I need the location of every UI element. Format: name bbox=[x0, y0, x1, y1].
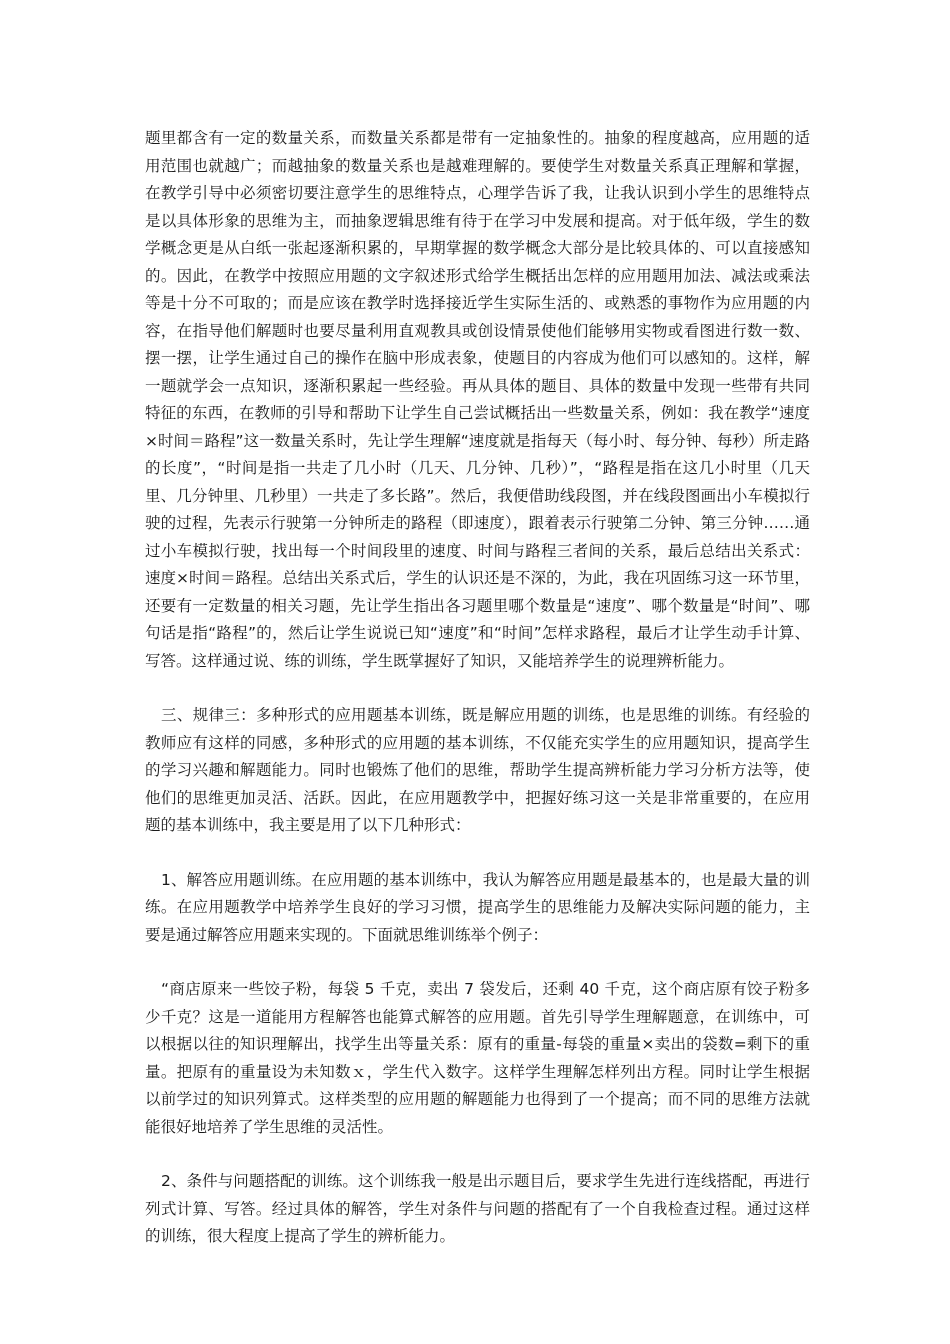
paragraph-item-one: 1、解答应用题训练。在应用题的基本训练中，我认为解答应用题是最基本的，也是最大量的训练。在应用题教学中培养学生良好的学习习惯，提高学生的思维能力及解决实际问题的能力，主要是通过解答应用题来实现的。下面就思维训练举个例子： bbox=[145, 870, 810, 944]
paragraph-rule-three: 三、规律三：多种形式的应用题基本训练，既是解应用题的训练，也是思维的训练。有经验的教师应有这样的同感，多种形式的应用题的基本训练，不仅能充实学生的应用题知识，提高学生的学习兴趣和解题能力。同时也锻炼了他们的思维，帮助学生提高辨析能力学习分析方法等，使他们的思维更加灵活、活跃。因此，在应用题教学中，把握好练习这一关是非常重要的，在应用题的基本训练中，我主要是用了以下几种形式： bbox=[145, 706, 810, 834]
paragraph-item-two: 2、条件与问题搭配的训练。这个训练我一般是出示题目后，要求学生先进行连线搭配，再进行列式计算、写答。经过具体的解答，学生对条件与问题的搭配有了一个自我检查过程。通过这样的训练，很大程度上提高了学生的辨析能力。 bbox=[145, 1172, 810, 1245]
paragraph-example: “商店原来一些饺子粉，每袋 5 千克，卖出 7 袋发后，还剩 40 千克，这个商店原有饺子粉多少千克？这是一道能用方程解答也能算式解答的应用题。首先引导学生理解题意，在训练中，可以根据以往的知识理解出，找学生出等量关系：原有的重量-每袋的重量×卖出的袋数=剩下的重量。把原有的重量设为未知数ｘ，学生代入数字。这样学生理解怎样列出方程。同时让学生根据以前学过的知识列算式。这样类型的应用题的解题能力也得到了一个提高；而不同的思维方法就能很好地培养了学生思维的灵活性。 bbox=[145, 980, 810, 1136]
document-body bbox=[145, 125, 810, 1278]
paragraph-continuation: 题里都含有一定的数量关系，而数量关系都是带有一定抽象性的。抽象的程度越高，应用题的适用范围也就越广；而越抽象的数量关系也是越难理解的。要使学生对数量关系真正理解和掌握，在教学引导中必须密切要注意学生的思维特点，心理学告诉了我，让我认识到小学生的思维特点是以具体形象的思维为主，而抽象逻辑思维有待于在学习中发展和提高。对于低年级，学生的数学概念更是从白纸一张起逐渐积累的，早期掌握的数学概念大部分是比较具体的、可以直接感知的。因此，在教学中按照应用题的文字叙述形式给学生概括出怎样的应用题用加法、减法或乘法等是十分不可取的；而是应该在教学时选择接近学生实际生活的、或熟悉的事物作为应用题的内容，在指导他们解题时也要尽量利用直观教具或创设情景使他们能够用实物或看图进行数一数、摆一摆，让学生通过自己的操作在脑中形成表象，使题目的内容成为他们可以感知的。这样，解一题就学会一点知识，逐渐积累起一些经验。再从具体的题目、具体的数量中发现一些带有共同特征的东西，在教师的引导和帮助下让学生自己尝试概括出一些数量关系，例如：我在教学“速度×时间＝路程”这一数量关系时，先让学生理解“速度就是指每天（每小时、每分钟、每秒）所走路的长度”，“时间是指一共走了几小时（几天、几分钟、几秒）”，“路程是指在这几小时里（几天里、几分钟里、几秒里）一共走了多长路”。然后，我便借助线段图，并在线段图画出小车模拟行驶的过程，先表示行驶第一分钟所走的路程（即速度），跟着表示行驶第二分钟、第三分钟……通过小车模拟行驶，找出每一个时间段里的速度、时间与路程三者间的关系，最后总结出关系式：速度×时间＝路程。总结出关系式后，学生的认识还是不深的，为此，我在巩固练习这一环节里，还要有一定数量的相关习题，先让学生指出各习题里哪个数量是“速度”、哪个数量是“时间”、哪句话是指“路程”的，然后让学生说说已知“速度”和“时间”怎样求路程，最后才让学生动手计算、写答。这样通过说、练的训练，学生既掌握好了知识，又能培养学生的说理辨析能力。 bbox=[145, 129, 810, 670]
